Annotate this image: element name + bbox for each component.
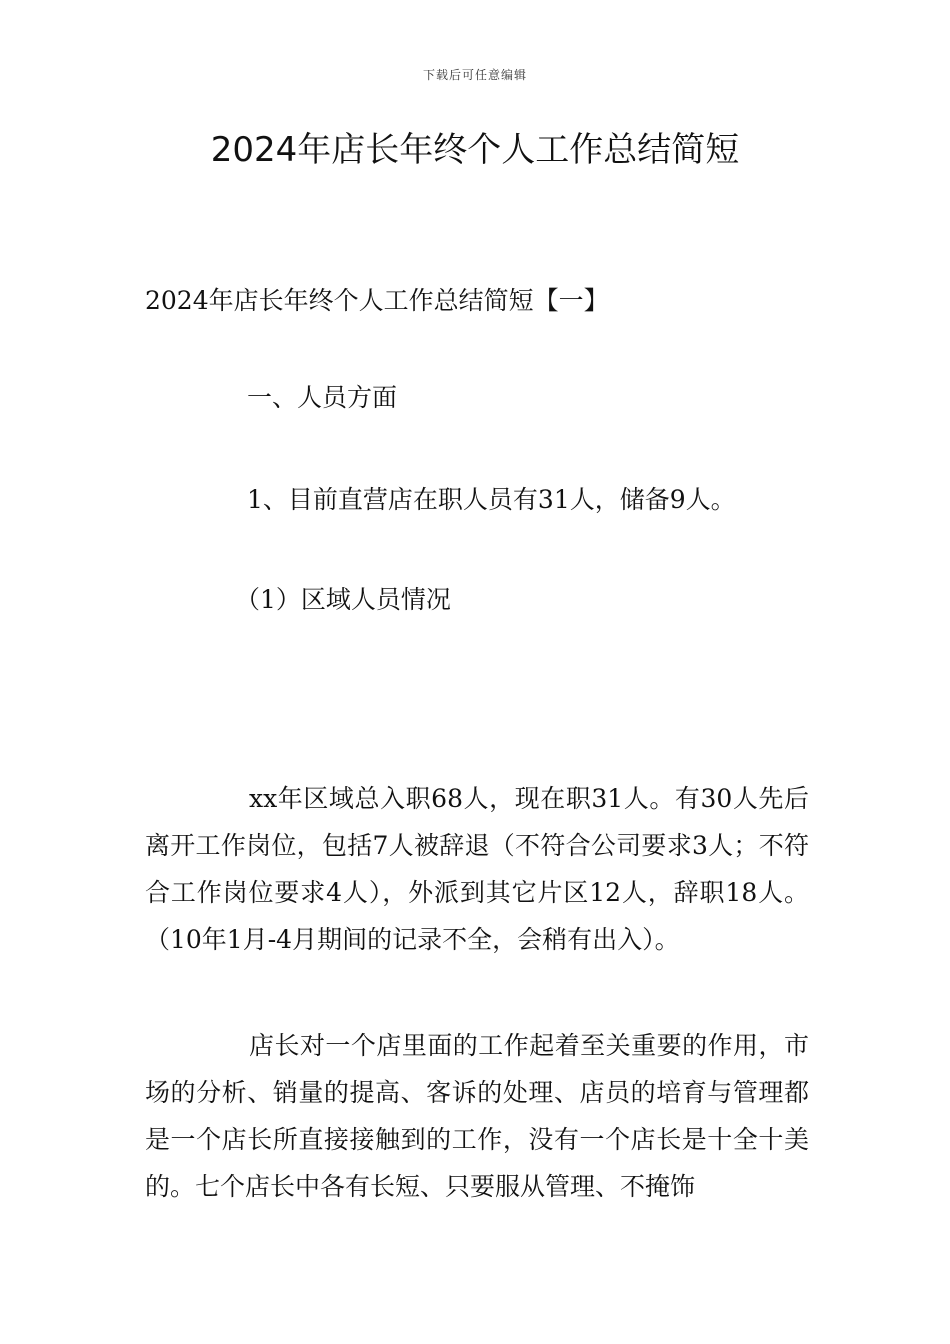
paragraph-store-manager: 店长对一个店里面的工作起着至关重要的作用，市场的分析、销量的提高、客诉的处理、店员的培育与管理都是一个店长所直接接触到的工作，没有一个店长是十全十美的。七个店长中各有长短、只要服从管理、不掩饰	[145, 1031, 809, 1201]
header-note: 下载后可任意编辑	[422, 68, 527, 82]
section-subtitle: 2024年店长年终个人工作总结简短【一】	[145, 286, 609, 315]
sub-point-heading: （1）区域人员情况	[235, 585, 451, 614]
section-heading: 一、人员方面	[247, 383, 398, 412]
document-title: 2024年店长年终个人工作总结简短	[210, 130, 740, 170]
point-one: 1、目前直营店在职人员有31人，储备9人。	[247, 485, 736, 514]
paragraph-personnel: xx年区域总入职68人，现在职31人。有30人先后离开工作岗位，包括7人被辞退（不符合公司要求3人；不符合工作岗位要求4人），外派到其它片区12人，辞职18人。（10年1月-4月期间的记录不全，会稍有出入）。	[145, 784, 809, 954]
